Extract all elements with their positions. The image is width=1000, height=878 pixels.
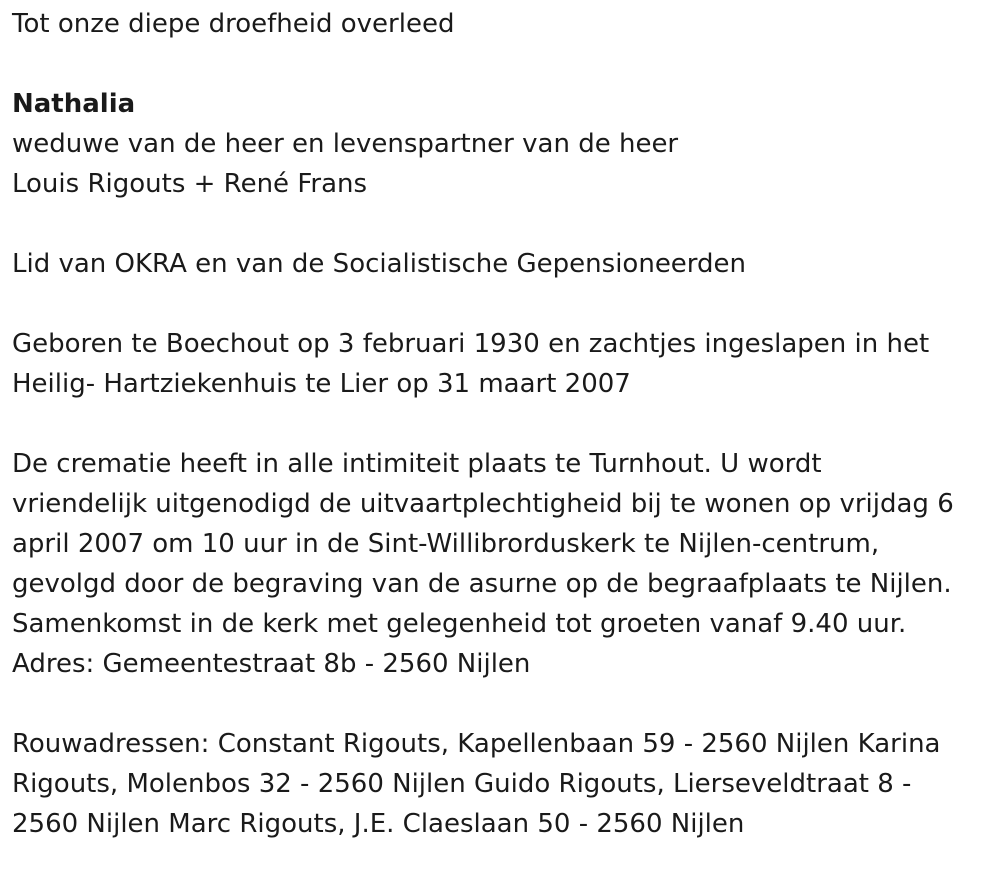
- condolence-line: 2560 Nijlen Marc Rigouts, J.E. Claeslaan 50 - 2560 Nijlen: [12, 809, 745, 839]
- condolence-line: Rouwadressen: Constant Rigouts, Kapellenbaan 59 - 2560 Nijlen Karina: [12, 729, 941, 759]
- birth-death-line: Heilig- Hartziekenhuis te Lier op 31 maart 2007: [12, 369, 631, 399]
- partners-text: Louis Rigouts + René Frans: [12, 169, 368, 199]
- intro-text: Tot onze diepe droefheid overleed: [12, 9, 455, 39]
- ceremony-line: vriendelijk uitgenodigd de uitvaartplechtigheid bij te wonen op vrijdag 6: [12, 489, 954, 519]
- condolence-addresses-paragraph: [12, 724, 982, 844]
- ceremony-line: gevolgd door de begraving van de asurne op de begraafplaats te Nijlen.: [12, 569, 952, 599]
- membership-text: Lid van OKRA en van de Socialistische Gepensioneerden: [12, 249, 747, 279]
- ceremony-line: Samenkomst in de kerk met gelegenheid tot groeten vanaf 9.40 uur.: [12, 609, 907, 639]
- address-line: Adres: Gemeentestraat 8b - 2560 Nijlen: [12, 649, 531, 679]
- ceremony-line: april 2007 om 10 uur in de Sint-Willibrorduskerk te Nijlen-centrum,: [12, 529, 880, 559]
- deceased-name: Nathalia: [12, 89, 136, 119]
- ceremony-paragraph: [12, 444, 982, 684]
- birth-death-line: Geboren te Boechout op 3 februari 1930 en zachtjes ingeslapen in het: [12, 329, 930, 359]
- condolence-line: Rigouts, Molenbos 32 - 2560 Nijlen Guido Rigouts, Lierseveldtraat 8 -: [12, 769, 912, 799]
- birth-death-paragraph: [12, 324, 982, 404]
- relation-text: weduwe van de heer en levenspartner van de heer: [12, 129, 679, 159]
- ceremony-line: De crematie heeft in alle intimiteit plaats te Turnhout. U wordt: [12, 449, 822, 479]
